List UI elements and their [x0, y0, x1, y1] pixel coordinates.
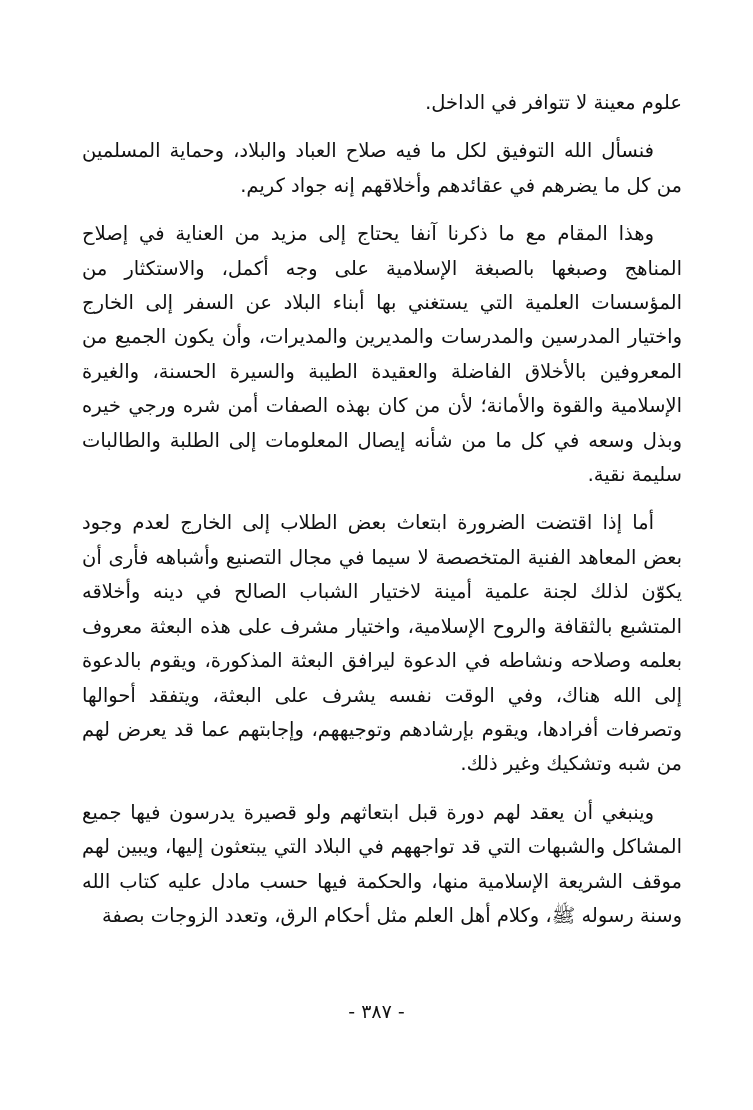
paragraph-3: وهذا المقام مع ما ذكرنا آنفا يحتاج إلى مزيد من العناية في إصلاح المناهج وصبغها بالصبغة الإسلامية على وجه أكمل، والاستكثار من المؤسسات العلمية التي يستغني بها أبناء البلاد عن السفر إلى الخارج واختيار المدرسين والمدرسات والمديرين والمديرات، وأن يكون الجميع من المعروفين بالأخلاق الفاضلة والعقيدة الطيبة والسيرة الحسنة، والغيرة الإسلامية والقوة والأمانة؛ لأن من كان بهذه الصفات أمن شره ورجي خيره وبذل وسعه في كل ما من شأنه إيصال المعلومات إلى الطلبة والطالبات سليمة نقية. — [82, 222, 682, 487]
paragraph-2: فنسأل الله التوفيق لكل ما فيه صلاح العباد والبلاد، وحماية المسلمين من كل ما يضرهم في عقائدهم وأخلاقهم إنه جواد كريم. — [82, 139, 682, 197]
page-number: - ٣٨٧ - — [348, 1001, 405, 1023]
paragraph-5: وينبغي أن يعقد لهم دورة قبل ابتعاثهم ولو قصيرة يدرسون فيها جميع المشاكل والشبهات التي قد تواجههم في البلاد التي يبتعثون إليها، ويبين لهم موقف الشريعة الإسلامية منها، والحكمة فيها حسب مادل عليه كتاب الله وسنة رسوله ﷺ، وكلام أهل العلم مثل أحكام الرق، وتعدد الزوجات بصفة — [82, 800, 682, 927]
paragraph-1: علوم معينة لا تتوافر في الداخل. — [425, 91, 682, 114]
body-text — [82, 86, 682, 933]
paragraph-4: أما إذا اقتضت الضرورة ابتعاث بعض الطلاب إلى الخارج لعدم وجود بعض المعاهد الفنية المتخصصة لا سيما في مجال التصنيع وأشباهه فأرى أن يكوّن لذلك لجنة علمية أمينة لاختيار الشباب الصالح في دينه وأخلاقه المتشبع بالثقافة والروح الإسلامية، واختيار مشرف على هذه البعثة معروف بعلمه وصلاحه ونشاطه في الدعوة ليرافق البعثة المذكورة، ويقوم بالدعوة إلى الله هناك، وفي الوقت نفسه يشرف على البعثة، ويتفقد أحوالها وتصرفات أفرادها، ويقوم بإرشادهم وتوجيههم، وإجابتهم عما قد يعرض لهم من شبه وتشكيك وغير ذلك. — [82, 511, 682, 776]
